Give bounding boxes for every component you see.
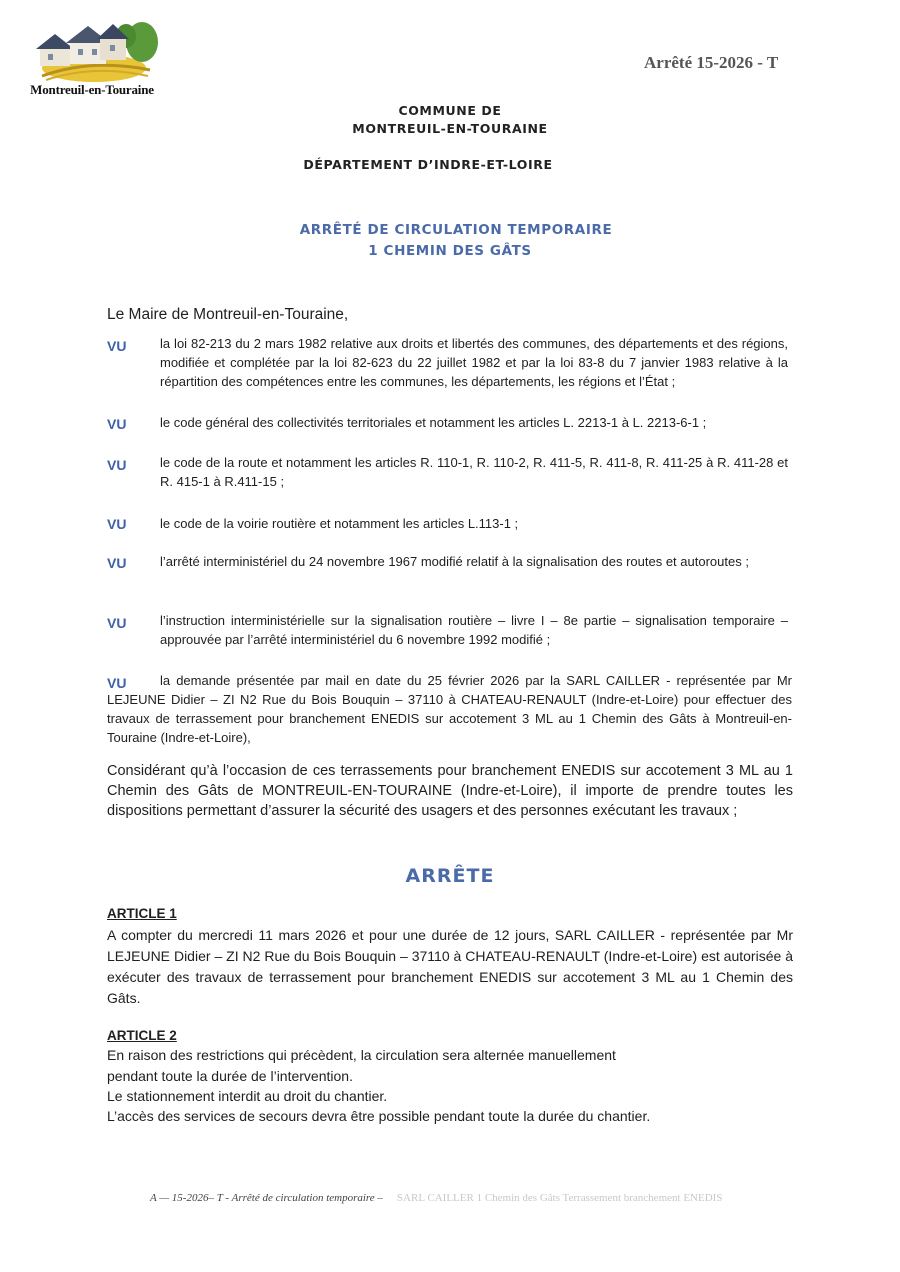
article2-line3: Le stationnement interdit au droit du chantier. bbox=[107, 1088, 388, 1104]
article2-line1: En raison des restrictions qui précèdent, la circulation sera alternée manuellement bbox=[107, 1047, 616, 1063]
vu-text-4: le code de la voirie routière et notamment les articles L.113-1 ; bbox=[160, 516, 519, 531]
article1-body: A compter du mercredi 11 mars 2026 et pour une durée de 12 jours, SARL CAILLER - représentée par Mr LEJEUNE Didier – ZI N2 Rue du Bois Bouquin – 37110 à CHATEAU-RENAULT (Indre-et-Loire) est autorisée à exécuter des travaux de terrassement pour branchement ENEDIS sur accotement 3 ML au 1 Chemin des Gâts. bbox=[107, 927, 793, 1006]
vu-label-4: VU bbox=[107, 516, 127, 532]
departement: DÉPARTEMENT D’INDRE-ET-LOIRE bbox=[303, 157, 553, 172]
vu-text-7-content: la demande présentée par mail en date du 25 février 2026 par la SARL CAILLER - représentée par Mr LEJEUNE Didier – ZI N2 Rue du Bois Bouquin – 37110 à CHATEAU-RENAULT (Indre-et-Loire) pour effectuer des travaux de terrassement pour branchement ENEDIS sur accotement 3 ML au 1 Chemin des Gâts à Montreuil-en-Touraine (Indre-et-Loire), bbox=[107, 673, 792, 745]
title-line2: 1 CHEMIN DES GÂTS bbox=[368, 243, 532, 259]
title-line1: ARRÊTÉ DE CIRCULATION TEMPORAIRE bbox=[299, 222, 613, 238]
footer-faded: SARL CAILLER 1 Chemin des Gâts Terrassement branchement ENEDIS bbox=[396, 1192, 723, 1204]
vu-label-7: VU bbox=[107, 675, 127, 691]
logo-text: Montreuil-en-Touraine bbox=[30, 82, 154, 97]
article2-line4: L’accès des services de secours devra être possible pendant toute la durée du chantier. bbox=[107, 1108, 651, 1124]
vu-text-6: l’instruction interministérielle sur la signalisation routière – livre I – 8e partie – signalisation temporaire – approuvée par l’arrêté interministériel du 6 novembre 1992 modifié ; bbox=[160, 613, 788, 647]
vu-label-3: VU bbox=[107, 457, 127, 473]
vu-label-1: VU bbox=[107, 338, 127, 354]
page-footer bbox=[150, 1192, 722, 1204]
vu-text-3: le code de la route et notamment les articles R. 110-1, R. 110-2, R. 411-5, R. 411-8, R. 411-25 à R. 411-28 et R. 415-1 à R.411-15 ; bbox=[160, 455, 788, 489]
vu-label-6: VU bbox=[107, 615, 127, 631]
arrete-heading: ARRÊTE bbox=[405, 865, 495, 887]
vu-label-2: VU bbox=[107, 416, 127, 432]
vu-text-2: le code général des collectivités territoriales et notamment les articles L. 2213-1 à L. 2213-6-1 ; bbox=[160, 415, 707, 430]
article2-title: ARTICLE 2 bbox=[107, 1028, 177, 1043]
footer-main: A — 15-2026– T - Arrêté de circulation temporaire – bbox=[150, 1192, 383, 1204]
arrete-reference: Arrêté 15-2026 - T bbox=[644, 53, 779, 72]
vu-text-7 bbox=[107, 671, 792, 747]
maire-line: Le Maire de Montreuil-en-Touraine, bbox=[107, 306, 349, 323]
considerant: Considérant qu’à l’occasion de ces terrassements pour branchement ENEDIS sur accotement 3 ML au 1 Chemin des Gâts de MONTREUIL-EN-TOURAINE (Indre-et-Loire), il importe de prendre toutes les dispositions permettant d’assurer la sécurité des usagers et des personnes exécutant les travaux ; bbox=[107, 763, 793, 819]
vu-text-5: l’arrêté interministériel du 24 novembre 1967 modifié relatif à la signalisation des routes et autoroutes ; bbox=[160, 554, 749, 569]
article1-title: ARTICLE 1 bbox=[107, 906, 177, 921]
commune-line2: MONTREUIL-EN-TOURAINE bbox=[352, 121, 548, 136]
article2-line2: pendant toute la durée de l’intervention. bbox=[107, 1068, 353, 1084]
vu-label-5: VU bbox=[107, 555, 127, 571]
commune-line1: COMMUNE DE bbox=[398, 103, 502, 118]
vu-text-1: la loi 82-213 du 2 mars 1982 relative aux droits et libertés des communes, des départements et des régions, modifiée et complétée par la loi 82-623 du 22 juillet 1982 et par la loi 83-8 du 7 janvier 1983 relative à la répartition des compétences entre les communes, les départements, les régions et l’État ; bbox=[160, 336, 788, 389]
